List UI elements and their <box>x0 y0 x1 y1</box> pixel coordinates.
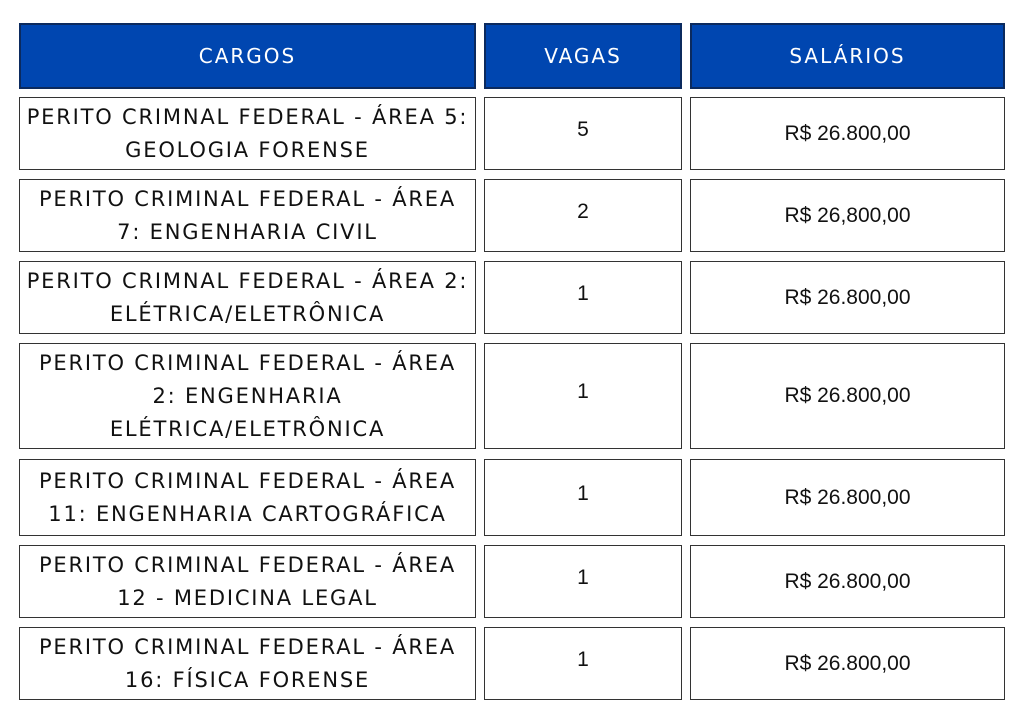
row-2-cargo: PERITO CRIMINAL FEDERAL - ÁREA 7: ENGENHARIA CIVIL <box>19 179 476 252</box>
header-salarios: SALÁRIOS <box>690 23 1005 89</box>
row-2-salario: R$ 26,800,00 <box>690 179 1005 252</box>
row-3-cargo: PERITO CRIMNAL FEDERAL - ÁREA 2: ELÉTRICA/ELETRÔNICA <box>19 261 476 334</box>
row-1-salario: R$ 26.800,00 <box>690 97 1005 170</box>
row-4-vagas: 1 <box>484 343 682 449</box>
row-7-vagas: 1 <box>484 627 682 700</box>
header-vagas: VAGAS <box>484 23 682 89</box>
row-7-salario: R$ 26.800,00 <box>690 627 1005 700</box>
row-3-salario: R$ 26.800,00 <box>690 261 1005 334</box>
row-2-vagas: 2 <box>484 179 682 252</box>
row-5-cargo: PERITO CRIMINAL FEDERAL - ÁREA 11: ENGENHARIA CARTOGRÁFICA <box>19 459 476 536</box>
row-6-salario: R$ 26.800,00 <box>690 545 1005 618</box>
row-6-cargo: PERITO CRIMINAL FEDERAL - ÁREA 12 - MEDICINA LEGAL <box>19 545 476 618</box>
row-4-salario: R$ 26.800,00 <box>690 343 1005 449</box>
row-5-salario: R$ 26.800,00 <box>690 459 1005 536</box>
row-1-cargo: PERITO CRIMNAL FEDERAL - ÁREA 5: GEOLOGIA FORENSE <box>19 97 476 170</box>
row-5-vagas: 1 <box>484 459 682 536</box>
header-cargos: CARGOS <box>19 23 476 89</box>
row-4-cargo: PERITO CRIMINAL FEDERAL - ÁREA 2: ENGENHARIA ELÉTRICA/ELETRÔNICA <box>19 343 476 449</box>
row-1-vagas: 5 <box>484 97 682 170</box>
row-3-vagas: 1 <box>484 261 682 334</box>
row-7-cargo: PERITO CRIMINAL FEDERAL - ÁREA 16: FÍSICA FORENSE <box>19 627 476 700</box>
row-6-vagas: 1 <box>484 545 682 618</box>
